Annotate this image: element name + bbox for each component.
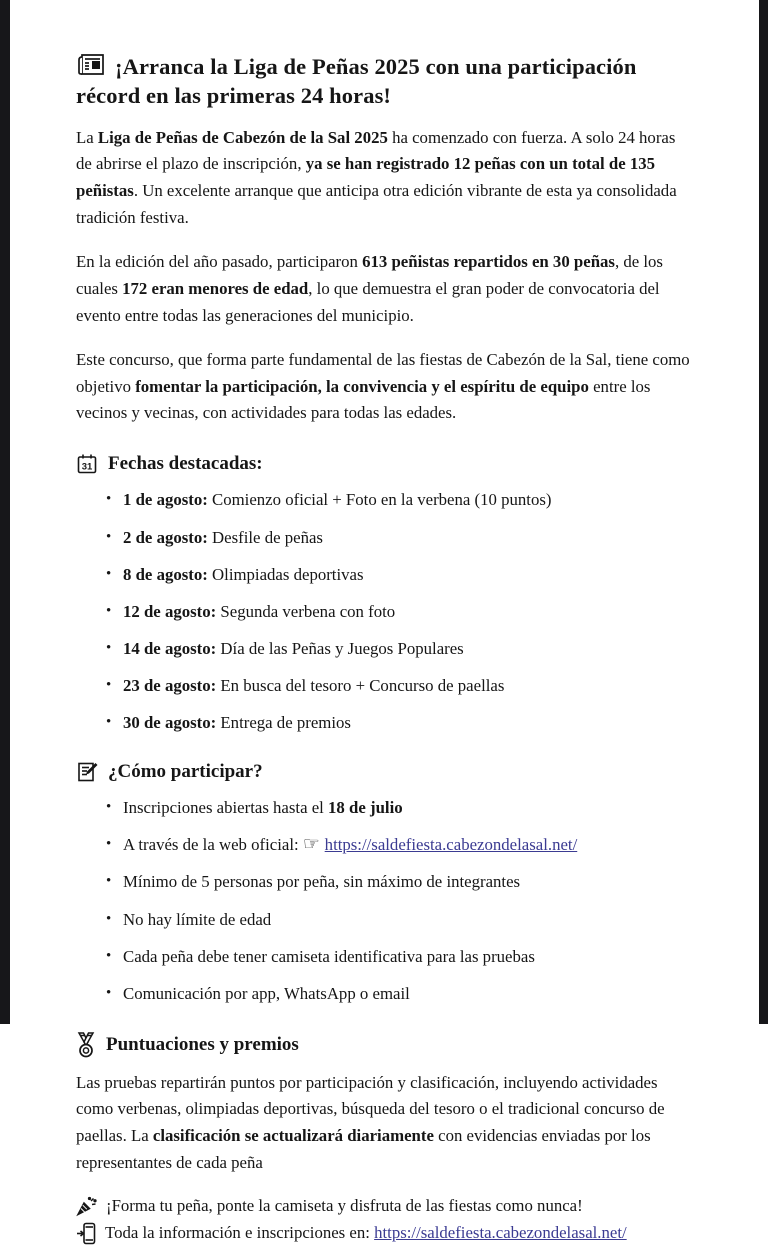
text-segment: Mínimo de 5 personas por peña, sin máximo de integrantes (123, 872, 521, 892)
page-title (76, 52, 692, 111)
text-segment: ha comenzado con fuerza. A solo 24 horas de abrirse el plazo de inscripción, (76, 127, 676, 174)
text-segment: 14 de agosto: (123, 639, 217, 659)
memo-icon (76, 761, 98, 783)
photo-edge-right (759, 0, 768, 1024)
section-heading-text: Puntuaciones y premios (106, 1033, 299, 1055)
text-segment: Las pruebas repartirán puntos por participación y clasificación, incluyendo actividades como verbenas, olimpiadas deportivas, búsqueda del tesoro o el tradicional concurso de paellas. La (76, 1072, 665, 1146)
text-segment: 18 de julio (328, 798, 403, 818)
list-item (123, 834, 692, 857)
text-segment: Comienzo oficial + Foto en la verbena (10 puntos) (207, 490, 552, 510)
text-segment: 2 de agosto: (123, 527, 208, 547)
text-segment: Toda la información e inscripciones en: (105, 1223, 375, 1243)
text-segment: , de los cuales (76, 252, 663, 298)
text-segment: 30 de agosto: (123, 713, 217, 733)
svg-text:31: 31 (81, 461, 93, 473)
text-segment: . Un excelente arranque que anticipa otra edición vibrante de esta ya consolidada tradición festiva. (76, 181, 677, 228)
text-segment: 1 de agosto: (123, 490, 208, 510)
text-segment: 23 de agosto: (123, 676, 217, 696)
text-segment: 613 peñistas repartidos en 30 peñas (362, 252, 615, 272)
mobile-phone-arrow-icon (76, 1222, 96, 1245)
inline-link[interactable]: https://saldefiesta.cabezondelasal.net/ (374, 1223, 627, 1243)
text-segment: Comunicación por app, WhatsApp o email (123, 983, 410, 1003)
section-heading-text: Fechas destacadas: (108, 453, 263, 475)
text-segment: Inscripciones abiertas hasta el (123, 798, 329, 818)
list-item (123, 564, 692, 587)
list-item (123, 638, 692, 661)
participar-list (76, 797, 692, 1006)
text-segment: 8 de agosto: (123, 564, 208, 584)
text-segment: Desfile de peñas (207, 527, 323, 547)
text-segment: En busca del tesoro + Concurso de paellas (216, 676, 505, 696)
text-segment: 172 eran menores de edad (122, 278, 309, 298)
fechas-list (76, 489, 692, 735)
text-segment: 12 de agosto: (123, 601, 217, 621)
newspaper-icon (76, 52, 106, 78)
intro-paragraph-3 (76, 347, 692, 428)
puntuaciones-paragraph (76, 1070, 692, 1178)
calendar-icon (76, 453, 98, 475)
list-item (123, 712, 692, 735)
medal-icon (76, 1032, 96, 1058)
text-segment: Entrega de premios (216, 713, 351, 733)
footer-line-text (106, 1194, 583, 1218)
intro-paragraph-1 (76, 125, 692, 233)
text-segment: Segunda verbena con foto (216, 601, 396, 621)
text-segment: entre los vecinos y vecinas, con actividades para todas las edades. (76, 376, 651, 423)
document-page (76, 52, 692, 1249)
pointing-hand-icon: ☞ (302, 834, 325, 856)
page-title-text: ¡Arranca la Liga de Peñas 2025 con una participación récord en las primeras 24 horas! (76, 54, 637, 108)
list-item (123, 601, 692, 624)
list-item (123, 909, 692, 932)
text-segment: clasificación se actualizará diariamente (152, 1126, 434, 1146)
text-segment: Este concurso, que forma parte fundamental de las fiestas de Cabezón de la Sal, tiene como objetivo (76, 349, 690, 396)
text-segment: con evidencias enviadas por los representantes de cada peña (76, 1126, 651, 1173)
list-item (123, 983, 692, 1006)
footer-line-text (105, 1221, 627, 1245)
list-item (123, 946, 692, 969)
text-segment: Liga de Peñas de Cabezón de la Sal 2025 (97, 127, 388, 147)
list-item (123, 489, 692, 512)
text-segment: , lo que demuestra el gran poder de convocatoria del evento entre todas las generaciones del municipio. (76, 278, 660, 325)
list-item (123, 527, 692, 550)
text-segment: ya se han registrado 12 peñas con un total de 135 peñistas (76, 154, 656, 201)
text-segment: Olimpiadas deportivas (207, 564, 364, 584)
section-heading-participar (76, 761, 692, 783)
text-segment: Cada peña debe tener camiseta identificativa para las pruebas (123, 946, 535, 966)
text-segment: Día de las Peñas y Juegos Populares (216, 639, 464, 659)
text-segment: En la edición del año pasado, participaron (76, 252, 363, 272)
section-heading-fechas (76, 453, 692, 475)
list-item (123, 675, 692, 698)
intro-paragraph-2 (76, 249, 692, 330)
party-popper-icon (76, 1195, 97, 1216)
text-segment: ¡Forma tu peña, ponte la camiseta y disfruta de las fiestas como nunca! (106, 1196, 583, 1216)
inline-link[interactable]: https://saldefiesta.cabezondelasal.net/ (324, 835, 578, 855)
section-heading-text: ¿Cómo participar? (108, 761, 263, 783)
text-segment: No hay límite de edad (123, 909, 272, 929)
footer-line-info (76, 1221, 692, 1245)
list-item (123, 797, 692, 820)
footer-line-cta (76, 1194, 692, 1218)
text-segment: A través de la web oficial: (123, 835, 303, 855)
text-segment: La (76, 127, 98, 147)
section-heading-puntuaciones (76, 1032, 692, 1058)
photo-edge-left (0, 0, 10, 1024)
list-item (123, 871, 692, 894)
text-segment: fomentar la participación, la convivencia y el espíritu de equipo (135, 376, 589, 396)
